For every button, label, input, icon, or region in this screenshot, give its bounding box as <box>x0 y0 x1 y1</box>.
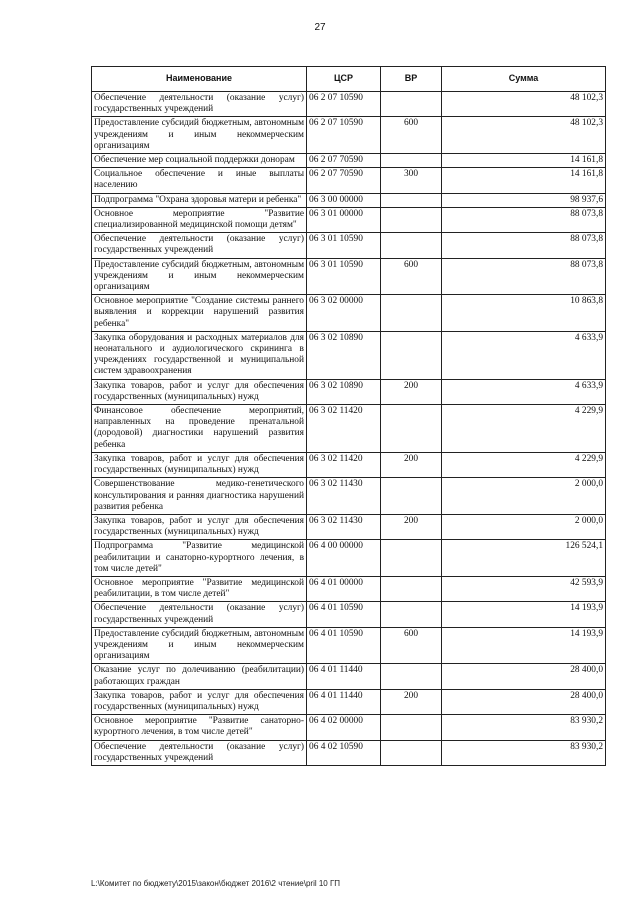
column-header-sum: Сумма <box>442 67 606 92</box>
table-row <box>92 514 606 539</box>
row-csr-code-cell: 06 3 01 10590 <box>307 233 381 258</box>
column-header-vr: ВР <box>381 67 442 92</box>
table-row <box>92 379 606 404</box>
row-vr-code-cell <box>381 664 442 689</box>
row-name-cell: Оказание услуг по долечиванию (реабилитации) работающих граждан <box>92 664 307 689</box>
row-csr-code-cell: 06 4 01 10590 <box>307 627 381 664</box>
row-sum-cell: 4 633,9 <box>442 379 606 404</box>
row-vr-code-cell <box>381 233 442 258</box>
row-vr-code-cell <box>381 540 442 577</box>
row-name-cell: Обеспечение деятельности (оказание услуг) государственных учреждений <box>92 233 307 258</box>
row-vr-code-cell <box>381 295 442 332</box>
table-row <box>92 540 606 577</box>
row-name-cell: Финансовое обеспечение мероприятий, направленных на проведение пренатальной (дородовой) диагностики нарушений развития ребенка <box>92 405 307 453</box>
row-csr-code-cell: 06 2 07 10590 <box>307 117 381 154</box>
row-name-cell: Предоставление субсидий бюджетным, автономным учреждениям и иным некоммерческим организациям <box>92 627 307 664</box>
table-row <box>92 689 606 714</box>
row-sum-cell: 98 937,6 <box>442 193 606 207</box>
row-sum-cell: 4 229,9 <box>442 405 606 453</box>
row-csr-code-cell: 06 4 01 00000 <box>307 576 381 601</box>
row-csr-code-cell: 06 4 02 10590 <box>307 740 381 765</box>
row-vr-code-cell <box>381 154 442 168</box>
row-sum-cell: 4 229,9 <box>442 452 606 477</box>
row-sum-cell: 4 633,9 <box>442 331 606 379</box>
table-row <box>92 331 606 379</box>
row-csr-code-cell: 06 3 02 10890 <box>307 379 381 404</box>
table-row <box>92 664 606 689</box>
row-vr-code-cell: 600 <box>381 258 442 295</box>
row-csr-code-cell: 06 3 02 11430 <box>307 514 381 539</box>
row-vr-code-cell <box>381 576 442 601</box>
row-name-cell: Закупка оборудования и расходных материалов для неонатального и аудиологического скрининга в учреждениях государственной и муниципальной систем здравоохранения <box>92 331 307 379</box>
row-name-cell: Закупка товаров, работ и услуг для обеспечения государственных (муниципальных) нужд <box>92 514 307 539</box>
row-vr-code-cell <box>381 740 442 765</box>
row-vr-code-cell: 200 <box>381 379 442 404</box>
row-name-cell: Подпрограмма "Охрана здоровья матери и ребенка" <box>92 193 307 207</box>
row-vr-code-cell <box>381 602 442 627</box>
row-vr-code-cell: 600 <box>381 627 442 664</box>
row-csr-code-cell: 06 3 00 00000 <box>307 193 381 207</box>
row-csr-code-cell: 06 3 01 10590 <box>307 258 381 295</box>
row-sum-cell: 14 193,9 <box>442 627 606 664</box>
row-vr-code-cell <box>381 478 442 515</box>
row-name-cell: Социальное обеспечение и иные выплаты населению <box>92 168 307 193</box>
row-csr-code-cell: 06 4 01 11440 <box>307 689 381 714</box>
column-header-name: Наименование <box>92 67 307 92</box>
row-sum-cell: 42 593,9 <box>442 576 606 601</box>
row-name-cell: Основное мероприятие "Развитие санаторно-курортного лечения, в том числе детей" <box>92 715 307 740</box>
row-sum-cell: 14 193,9 <box>442 602 606 627</box>
row-vr-code-cell <box>381 92 442 117</box>
table-row <box>92 452 606 477</box>
row-sum-cell: 10 863,8 <box>442 295 606 332</box>
table-row <box>92 193 606 207</box>
row-name-cell: Подпрограмма "Развитие медицинской реабилитации и санаторно-курортного лечения, в том числе детей" <box>92 540 307 577</box>
table-row <box>92 576 606 601</box>
row-name-cell: Закупка товаров, работ и услуг для обеспечения государственных (муниципальных) нужд <box>92 452 307 477</box>
row-sum-cell: 88 073,8 <box>442 207 606 232</box>
row-sum-cell: 48 102,3 <box>442 117 606 154</box>
row-sum-cell: 88 073,8 <box>442 258 606 295</box>
row-sum-cell: 83 930,2 <box>442 715 606 740</box>
column-header-csr: ЦСР <box>307 67 381 92</box>
row-name-cell: Основное мероприятие "Создание системы раннего выявления и коррекции нарушений развития ребенка" <box>92 295 307 332</box>
row-name-cell: Совершенствование медико-генетического консультирования и ранняя диагностика нарушений развития ребенка <box>92 478 307 515</box>
table-row <box>92 154 606 168</box>
table-row <box>92 207 606 232</box>
row-csr-code-cell: 06 3 02 11420 <box>307 405 381 453</box>
table-row <box>92 478 606 515</box>
table-body <box>92 92 606 766</box>
row-name-cell: Закупка товаров, работ и услуг для обеспечения государственных (муниципальных) нужд <box>92 379 307 404</box>
file-path-footer: L:\Комитет по бюджету\2015\закон\бюджет 2016\2 чтение\pril 10 ГП <box>91 879 341 888</box>
budget-table <box>91 66 606 766</box>
row-sum-cell: 14 161,8 <box>442 168 606 193</box>
row-vr-code-cell: 200 <box>381 514 442 539</box>
row-name-cell: Основное мероприятие "Развитие специализированной медицинской помощи детям" <box>92 207 307 232</box>
table-row <box>92 295 606 332</box>
row-vr-code-cell <box>381 207 442 232</box>
row-sum-cell: 48 102,3 <box>442 92 606 117</box>
row-sum-cell: 2 000,0 <box>442 478 606 515</box>
row-sum-cell: 28 400,0 <box>442 664 606 689</box>
table-row <box>92 740 606 765</box>
row-csr-code-cell: 06 3 02 11420 <box>307 452 381 477</box>
row-csr-code-cell: 06 4 00 00000 <box>307 540 381 577</box>
table-row <box>92 405 606 453</box>
page-number: 27 <box>314 22 326 33</box>
row-vr-code-cell <box>381 715 442 740</box>
row-vr-code-cell <box>381 405 442 453</box>
table-row <box>92 233 606 258</box>
row-csr-code-cell: 06 4 02 00000 <box>307 715 381 740</box>
table-row <box>92 602 606 627</box>
row-vr-code-cell: 600 <box>381 117 442 154</box>
row-name-cell: Предоставление субсидий бюджетным, автономным учреждениям и иным некоммерческим организациям <box>92 117 307 154</box>
table-row <box>92 168 606 193</box>
table-row <box>92 258 606 295</box>
row-vr-code-cell <box>381 331 442 379</box>
row-csr-code-cell: 06 3 01 00000 <box>307 207 381 232</box>
row-csr-code-cell: 06 3 02 10890 <box>307 331 381 379</box>
row-csr-code-cell: 06 2 07 70590 <box>307 154 381 168</box>
row-sum-cell: 88 073,8 <box>442 233 606 258</box>
row-csr-code-cell: 06 3 02 00000 <box>307 295 381 332</box>
row-csr-code-cell: 06 3 02 11430 <box>307 478 381 515</box>
row-csr-code-cell: 06 4 01 10590 <box>307 602 381 627</box>
row-vr-code-cell <box>381 193 442 207</box>
row-name-cell: Обеспечение мер социальной поддержки донорам <box>92 154 307 168</box>
row-csr-code-cell: 06 4 01 11440 <box>307 664 381 689</box>
row-name-cell: Обеспечение деятельности (оказание услуг) государственных учреждений <box>92 92 307 117</box>
row-name-cell: Обеспечение деятельности (оказание услуг) государственных учреждений <box>92 740 307 765</box>
row-sum-cell: 14 161,8 <box>442 154 606 168</box>
row-name-cell: Закупка товаров, работ и услуг для обеспечения государственных (муниципальных) нужд <box>92 689 307 714</box>
row-name-cell: Предоставление субсидий бюджетным, автономным учреждениям и иным некоммерческим организациям <box>92 258 307 295</box>
row-name-cell: Основное мероприятие "Развитие медицинской реабилитации, в том числе детей" <box>92 576 307 601</box>
table-row <box>92 627 606 664</box>
table-row <box>92 117 606 154</box>
row-sum-cell: 2 000,0 <box>442 514 606 539</box>
row-name-cell: Обеспечение деятельности (оказание услуг) государственных учреждений <box>92 602 307 627</box>
row-sum-cell: 28 400,0 <box>442 689 606 714</box>
row-csr-code-cell: 06 2 07 70590 <box>307 168 381 193</box>
row-csr-code-cell: 06 2 07 10590 <box>307 92 381 117</box>
row-sum-cell: 126 524,1 <box>442 540 606 577</box>
table-row <box>92 715 606 740</box>
row-vr-code-cell: 300 <box>381 168 442 193</box>
row-vr-code-cell: 200 <box>381 689 442 714</box>
row-sum-cell: 83 930,2 <box>442 740 606 765</box>
table-row <box>92 92 606 117</box>
row-vr-code-cell: 200 <box>381 452 442 477</box>
table-header-row <box>92 67 606 92</box>
